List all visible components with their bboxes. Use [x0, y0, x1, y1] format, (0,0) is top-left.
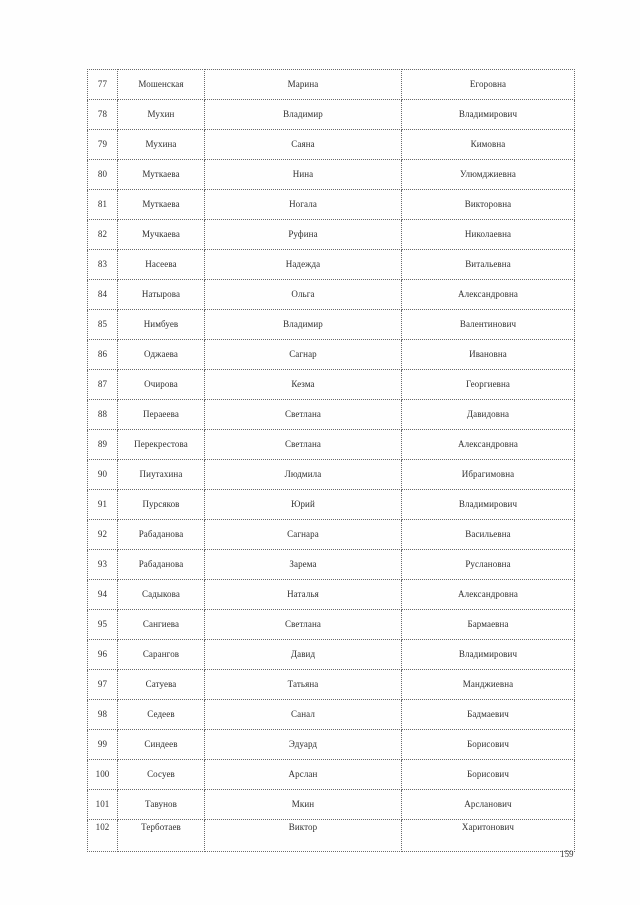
row-number-cell: 85 — [88, 310, 118, 340]
patronymic-cell: Кимовна — [402, 130, 575, 160]
first-name-cell: Зарема — [205, 550, 402, 580]
patronymic-cell: Александровна — [402, 430, 575, 460]
surname-cell: Пиутахина — [118, 460, 205, 490]
patronymic-cell: Руслановна — [402, 550, 575, 580]
table-row — [88, 370, 575, 400]
first-name-cell: Давид — [205, 640, 402, 670]
row-number-cell: 84 — [88, 280, 118, 310]
patronymic-cell: Николаевна — [402, 220, 575, 250]
row-number-cell: 98 — [88, 700, 118, 730]
first-name-cell: Надежда — [205, 250, 402, 280]
table-row — [88, 190, 575, 220]
row-number-cell: 80 — [88, 160, 118, 190]
row-number-cell: 81 — [88, 190, 118, 220]
row-number-cell: 96 — [88, 640, 118, 670]
surname-cell: Седеев — [118, 700, 205, 730]
table-row — [88, 460, 575, 490]
patronymic-cell: Витальевна — [402, 250, 575, 280]
patronymic-cell: Харитонович — [402, 820, 575, 852]
patronymic-cell: Викторовна — [402, 190, 575, 220]
page-number: 159 — [560, 849, 574, 859]
surname-cell: Тавунов — [118, 790, 205, 820]
patronymic-cell: Ибрагимовна — [402, 460, 575, 490]
first-name-cell: Ногала — [205, 190, 402, 220]
surname-cell: Пурсяков — [118, 490, 205, 520]
first-name-cell: Эдуард — [205, 730, 402, 760]
patronymic-cell: Давидовна — [402, 400, 575, 430]
patronymic-cell: Улюмджиевна — [402, 160, 575, 190]
table-row — [88, 820, 575, 852]
surname-cell: Сарангов — [118, 640, 205, 670]
first-name-cell: Светлана — [205, 400, 402, 430]
first-name-cell: Светлана — [205, 430, 402, 460]
surname-cell: Терботаев — [118, 820, 205, 852]
row-number-cell: 101 — [88, 790, 118, 820]
patronymic-cell: Владимирович — [402, 100, 575, 130]
patronymic-cell: Александровна — [402, 580, 575, 610]
surname-cell: Натырова — [118, 280, 205, 310]
surname-cell: Нимбуев — [118, 310, 205, 340]
surname-cell: Оджаева — [118, 340, 205, 370]
surname-cell: Мучкаева — [118, 220, 205, 250]
first-name-cell: Виктор — [205, 820, 402, 852]
row-number-cell: 77 — [88, 70, 118, 100]
first-name-cell: Мкин — [205, 790, 402, 820]
table-row — [88, 760, 575, 790]
table-row — [88, 640, 575, 670]
surname-cell: Муткаева — [118, 190, 205, 220]
row-number-cell: 97 — [88, 670, 118, 700]
name-roster-table — [87, 69, 575, 852]
row-number-cell: 88 — [88, 400, 118, 430]
surname-cell: Очирова — [118, 370, 205, 400]
surname-cell: Муткаева — [118, 160, 205, 190]
patronymic-cell: Борисович — [402, 760, 575, 790]
table-row — [88, 130, 575, 160]
table-row — [88, 670, 575, 700]
row-number-cell: 100 — [88, 760, 118, 790]
patronymic-cell: Егоровна — [402, 70, 575, 100]
row-number-cell: 79 — [88, 130, 118, 160]
first-name-cell: Арслан — [205, 760, 402, 790]
surname-cell: Рабаданова — [118, 520, 205, 550]
first-name-cell: Владимир — [205, 100, 402, 130]
first-name-cell: Наталья — [205, 580, 402, 610]
first-name-cell: Кезма — [205, 370, 402, 400]
row-number-cell: 86 — [88, 340, 118, 370]
first-name-cell: Татьяна — [205, 670, 402, 700]
surname-cell: Перекрестова — [118, 430, 205, 460]
row-number-cell: 78 — [88, 100, 118, 130]
surname-cell: Насеева — [118, 250, 205, 280]
table-row — [88, 610, 575, 640]
row-number-cell: 83 — [88, 250, 118, 280]
surname-cell: Синдеев — [118, 730, 205, 760]
table-row — [88, 700, 575, 730]
first-name-cell: Руфина — [205, 220, 402, 250]
patronymic-cell: Александровна — [402, 280, 575, 310]
first-name-cell: Юрий — [205, 490, 402, 520]
patronymic-cell: Борисович — [402, 730, 575, 760]
patronymic-cell: Ивановна — [402, 340, 575, 370]
patronymic-cell: Бармаевна — [402, 610, 575, 640]
table-row — [88, 100, 575, 130]
first-name-cell: Сагнара — [205, 520, 402, 550]
table-row — [88, 400, 575, 430]
patronymic-cell: Владимирович — [402, 640, 575, 670]
first-name-cell: Нина — [205, 160, 402, 190]
table-row — [88, 340, 575, 370]
row-number-cell: 99 — [88, 730, 118, 760]
patronymic-cell: Арсланович — [402, 790, 575, 820]
row-number-cell: 95 — [88, 610, 118, 640]
first-name-cell: Владимир — [205, 310, 402, 340]
row-number-cell: 92 — [88, 520, 118, 550]
row-number-cell: 93 — [88, 550, 118, 580]
first-name-cell: Сагнар — [205, 340, 402, 370]
row-number-cell: 94 — [88, 580, 118, 610]
table-row — [88, 790, 575, 820]
table-row — [88, 70, 575, 100]
table-row — [88, 730, 575, 760]
first-name-cell: Светлана — [205, 610, 402, 640]
patronymic-cell: Георгиевна — [402, 370, 575, 400]
surname-cell: Сатуева — [118, 670, 205, 700]
table-row — [88, 520, 575, 550]
row-number-cell: 89 — [88, 430, 118, 460]
table-row — [88, 250, 575, 280]
table-row — [88, 220, 575, 250]
first-name-cell: Людмила — [205, 460, 402, 490]
patronymic-cell: Владимирович — [402, 490, 575, 520]
first-name-cell: Марина — [205, 70, 402, 100]
table-row — [88, 160, 575, 190]
patronymic-cell: Манджиевна — [402, 670, 575, 700]
row-number-cell: 87 — [88, 370, 118, 400]
surname-cell: Рабаданова — [118, 550, 205, 580]
patronymic-cell: Бадмаевич — [402, 700, 575, 730]
patronymic-cell: Валентинович — [402, 310, 575, 340]
surname-cell: Садыкова — [118, 580, 205, 610]
row-number-cell: 91 — [88, 490, 118, 520]
first-name-cell: Санал — [205, 700, 402, 730]
table-row — [88, 550, 575, 580]
table-row — [88, 580, 575, 610]
table-row — [88, 280, 575, 310]
first-name-cell: Саяна — [205, 130, 402, 160]
roster-body — [88, 70, 575, 852]
surname-cell: Мухина — [118, 130, 205, 160]
row-number-cell: 102 — [88, 820, 118, 852]
table-row — [88, 490, 575, 520]
surname-cell: Мошенская — [118, 70, 205, 100]
surname-cell: Пераеева — [118, 400, 205, 430]
table-row — [88, 310, 575, 340]
row-number-cell: 90 — [88, 460, 118, 490]
table-row — [88, 430, 575, 460]
surname-cell: Мухин — [118, 100, 205, 130]
patronymic-cell: Васильевна — [402, 520, 575, 550]
surname-cell: Сангиева — [118, 610, 205, 640]
surname-cell: Сосуев — [118, 760, 205, 790]
first-name-cell: Ольга — [205, 280, 402, 310]
row-number-cell: 82 — [88, 220, 118, 250]
